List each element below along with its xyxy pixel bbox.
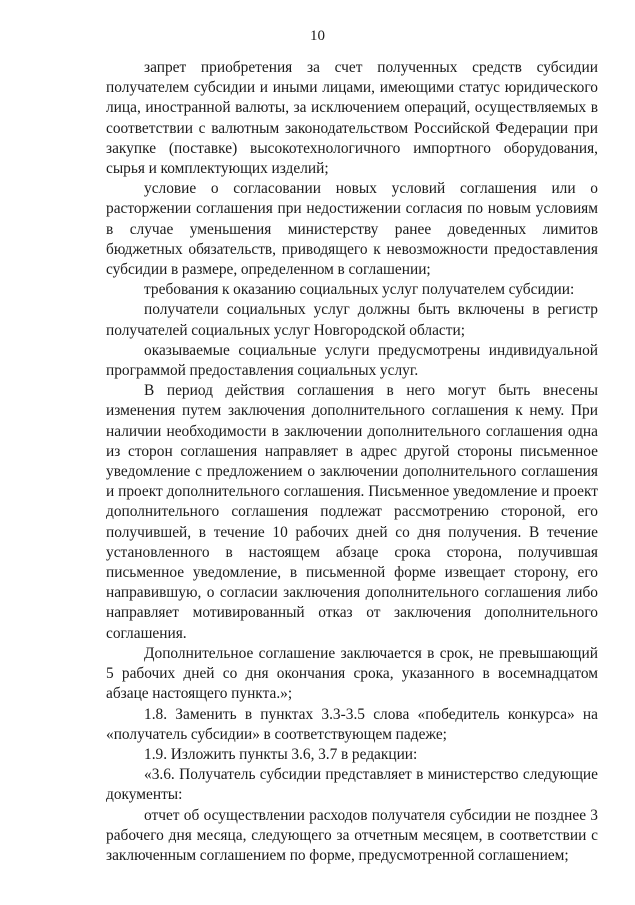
paragraph-service-recipients-register: получатели социальных услуг должны быть включены в регистр получателей социальных услуг Новгородской области;	[106, 301, 598, 339]
paragraph-additional-agreement-term: Дополнительное соглашение заключается в срок, не превышающий 5 рабочих дней со дня окончания срока, указанного в восемнадцатом абзаце настоящего пункта.»;	[106, 644, 598, 703]
paragraph-item-3-6: «3.6. Получатель субсидии представляет в министерство следующие документы:	[106, 766, 598, 804]
page-number: 10	[310, 28, 325, 44]
paragraph-social-services-requirements: требования к оказанию социальных услуг получателем субсидии:	[144, 281, 575, 299]
paragraph-individual-program: оказываемые социальные услуги предусмотрены индивидуальной программой предоставления социальных услуг.	[106, 341, 598, 380]
paragraph-expense-report: отчет об осуществлении расходов получателя субсидии не позднее 3 рабочего дня месяца, следующего за отчетным месяцем, в соответствии с заключенным соглашением по форме, предусмотренной соглашением;	[106, 806, 598, 864]
paragraph-item-1-9: 1.9. Изложить пункты 3.6, 3.7 в редакции:	[144, 745, 418, 763]
paragraph-agreement-amendments: В период действия соглашения в него могут быть внесены изменения путем заключения дополнительного соглашения к нему. При наличии необходимости в заключении дополнительного соглашения одна из сторон соглашения направляет в адрес другой стороны письменное уведомление с предложением о заключении дополнительного соглашения и проект дополнительного соглашения. Письменное уведомление и проект дополнительного соглашения подлежат рассмотрению стороной, его получившей, в течение 10 рабочих дней со дня получения. В течение установленного в настоящем абзаце срока сторона, получившая письменное уведомление, в письменной форме извещает сторону, его направившую, о согласии заключения дополнительного соглашения либо направляет мотивированный отказ от заключения дополнительного соглашения.	[106, 382, 598, 642]
document-body	[106, 58, 598, 866]
paragraph-agreement-conditions: условие о согласовании новых условий соглашения или о расторжении соглашения при недостижении согласия по новым условиям в случае уменьшения министерству ранее доведенных лимитов бюджетных обязательств, приводящего к невозможности предоставления субсидии в размере, определенном в соглашении;	[106, 180, 598, 279]
paragraph-item-1-8: 1.8. Заменить в пунктах 3.3-3.5 слова «победитель конкурса» на «получатель субсидии» в соответствующем падеже;	[106, 705, 598, 743]
paragraph-currency-restriction: запрет приобретения за счет полученных средств субсидии получателем субсидии и иными лицами, имеющими статус юридического лица, иностранной валюты, за исключением операций, осуществляемых в соответствии с валютным законодательством Российской Федерации при закупке (поставке) высокотехнологичного импортного оборудования, сырья и комплектующих изделий;	[106, 59, 598, 178]
